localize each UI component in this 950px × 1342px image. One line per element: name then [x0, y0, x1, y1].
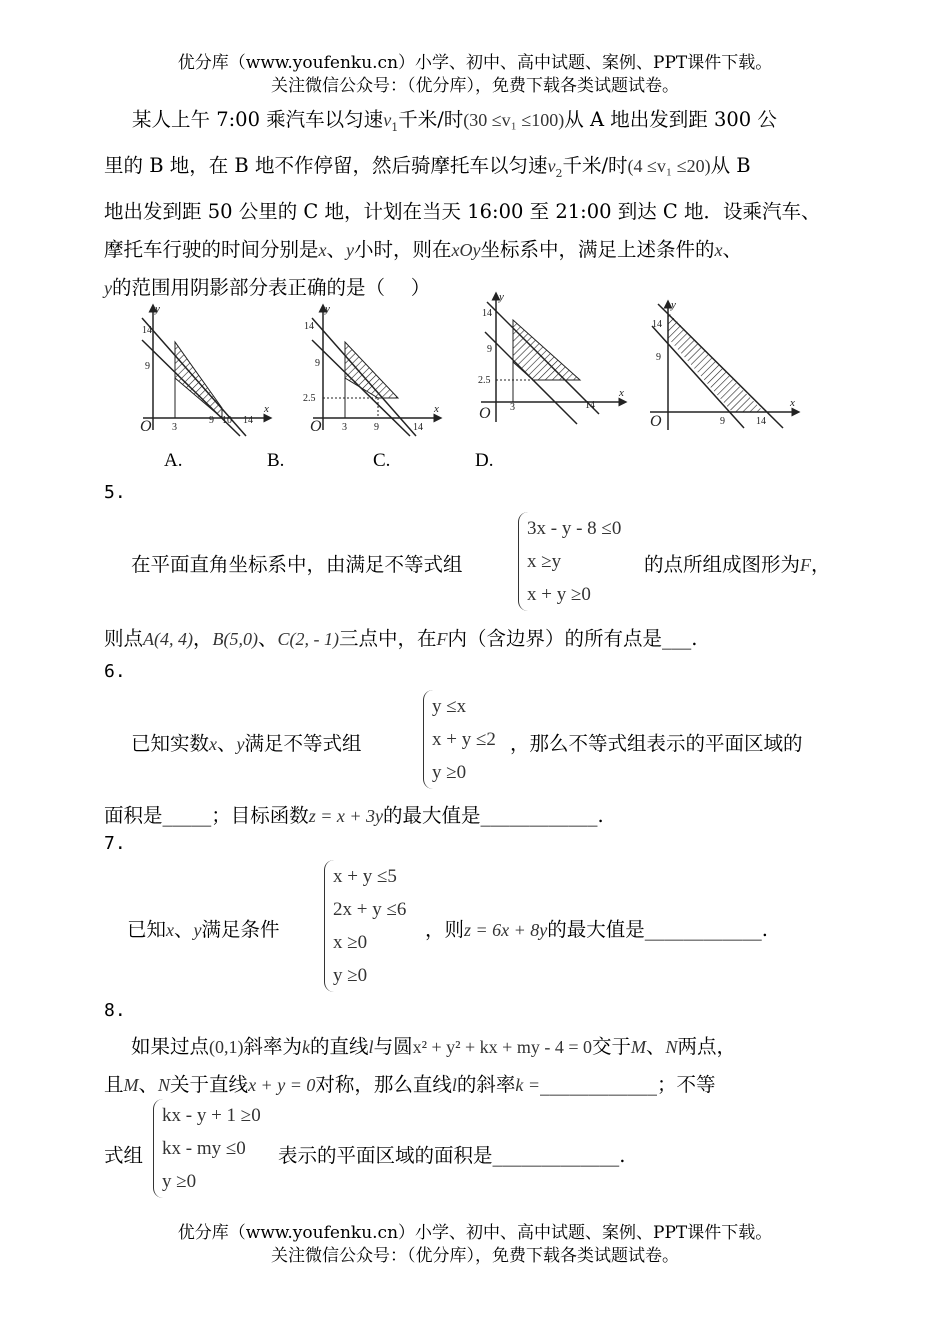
q6-text: 的最大值是____________.: [383, 804, 604, 827]
xoy-symbol: xOy: [451, 239, 481, 260]
y-symbol: y: [193, 920, 202, 940]
x-symbol: x: [209, 734, 218, 754]
q6-line-2: [104, 800, 604, 828]
circle-equation: x² + y² + kx + my - 4 = 0: [412, 1037, 592, 1057]
q7-text: ，则: [425, 918, 465, 941]
tick-label: 2.5: [303, 393, 316, 404]
q8-text: 与圆: [373, 1035, 413, 1058]
point-a: A(4, 4): [143, 629, 193, 649]
q6-text-a: 已知实数x、y满足不等式组: [131, 732, 362, 755]
q7-text: 已知: [127, 918, 167, 941]
inequality: 3x - y - 8 ≤0: [527, 518, 622, 539]
q5-text: 三点中，在: [339, 627, 437, 650]
q8-text: 对称，那么直线: [315, 1073, 452, 1096]
inequality: x + y ≥0: [527, 584, 591, 605]
point: (0,1): [209, 1037, 244, 1057]
q6-number: 6.: [104, 661, 126, 682]
k-equals: k =: [515, 1075, 541, 1095]
q5-text: 的点所组成图形为: [644, 553, 801, 576]
option-d-label[interactable]: D.: [475, 450, 494, 471]
inequality: x + y ≤2: [432, 729, 496, 750]
q5-text-a: 在平面直角坐标系中，由满足不等式组: [131, 553, 463, 576]
option-c-label[interactable]: C.: [373, 450, 391, 471]
point-n: N: [665, 1037, 678, 1057]
tick-label: 2.5: [478, 375, 491, 386]
objective-function: z = x + 3y: [308, 806, 384, 826]
q4-text: 从 A 地出发到距 300 公: [564, 108, 777, 131]
q5-line-2: 则点A(4, 4)，B(5,0)、C(2, - 1)三点中，在F内（含边界）的所有点是___.: [104, 627, 698, 650]
origin-label: O: [140, 418, 152, 435]
q6-inequality-system: [423, 690, 496, 789]
tick-label: 10: [222, 415, 232, 426]
tick-label: 14: [756, 416, 766, 427]
q8-text: 两点，: [677, 1035, 737, 1058]
q4-text: 某人上午 7:00 乘汽车以匀速: [132, 108, 384, 131]
graph-d: [650, 299, 796, 430]
x-symbol: x: [714, 239, 723, 260]
q7-text-a: 已知x、y满足条件: [127, 918, 280, 941]
q4-text: 里的 B 地，在 B 地不作停留，然后骑摩托车以匀速: [104, 153, 548, 177]
inequality: kx - y + 1 ≥0: [162, 1105, 261, 1126]
graph-a: [140, 303, 269, 436]
tick-label: 9: [656, 352, 661, 363]
q7-text: 的最大值是____________.: [547, 918, 768, 941]
point-m: M: [631, 1037, 646, 1057]
tick-label: 9: [209, 415, 214, 426]
objective-function: z = 6x + 8y: [464, 920, 548, 940]
q6-text: 面积是_____；目标函数: [104, 804, 309, 827]
inequality: 2x + y ≤6: [333, 899, 407, 920]
v1-constraint: (30 ≤v₁ ≤100): [463, 110, 565, 130]
set-f: F: [436, 629, 448, 649]
point-m: M: [123, 1075, 139, 1095]
graph-b: [303, 303, 439, 436]
option-a-label[interactable]: A.: [164, 450, 183, 471]
y-symbol: y: [346, 239, 355, 260]
q5-text: 则点: [104, 627, 144, 650]
inequality: x ≥0: [333, 932, 368, 953]
question-4: 某人上午 7:00 乘汽车以匀速$v_1$千米/时(30 ≤v₁ ≤100)从 A 地出发到距 300 公 里的 B 地，在 B 地不作停留，然后骑摩托车以匀速$v_2$千米/时(4 ≤v₁ ≤20)从 B 地出发到距 50 公里的 C 地，计划在当天 16:00 至 21:00 到达 C 地．设乘汽车、 摩托车行驶的时间分别是x、y小时，则在xOy坐标系中，满足上述条件的x、 y的范围用阴影部分表正确的是（ ）: [104, 108, 821, 299]
inequality: y ≥0: [333, 965, 368, 986]
q5-number: 5.: [104, 482, 126, 503]
separator: 、: [326, 237, 347, 261]
q6-text: 已知实数: [131, 732, 210, 755]
point-n: N: [158, 1075, 171, 1095]
symmetry-line: x + y = 0: [248, 1075, 316, 1095]
q4-text: 千米/时: [562, 153, 628, 177]
q8-text: 关于直线: [170, 1073, 249, 1096]
tick-label: 14: [585, 400, 595, 411]
q4-text: 地出发到距 50 公里的 C 地，计划在当天 16:00 至 21:00 到达 C 地．设乘汽车、: [104, 199, 821, 223]
point-c: C(2, - 1): [277, 629, 340, 649]
inequality: x ≥y: [527, 551, 562, 572]
origin-label: O: [479, 405, 491, 422]
footer-line-1: 优分库（www.youfenku.cn）小学、初中、高中试题、案例、PPT课件下载。: [177, 1223, 773, 1243]
tick-label: 9: [315, 358, 320, 369]
q5-inequality-system: [518, 512, 621, 611]
q7-text-b: [425, 914, 768, 942]
q7-text: 满足条件: [201, 918, 280, 941]
inequality: y ≥0: [432, 762, 467, 783]
inequality: y ≤x: [432, 696, 467, 717]
q4-text: 千米/时: [398, 108, 464, 131]
axis-label-y: y: [325, 303, 330, 315]
q4-text: 坐标系中，满足上述条件的: [480, 237, 715, 261]
q8-text: 且: [104, 1073, 124, 1096]
q4-text: 摩托车行驶的时间分别是: [104, 237, 319, 261]
inequality: kx - my ≤0: [162, 1138, 246, 1159]
tick-label: 3: [510, 402, 515, 413]
axis-label-x: x: [434, 403, 439, 415]
inequality: y ≥0: [162, 1171, 197, 1192]
y-symbol: y: [104, 277, 112, 298]
tick-label: 14: [652, 319, 662, 330]
q5-text-b: [644, 549, 831, 577]
q4-text: 小时，则在: [354, 237, 452, 261]
q8-text-b: 表示的平面区域的面积是_____________.: [278, 1144, 626, 1167]
q8-number: 8.: [104, 1000, 126, 1021]
option-graphs: [128, 290, 808, 440]
q8-text: 斜率为: [243, 1035, 303, 1058]
q8-text: ____________；不等: [540, 1073, 716, 1096]
tick-label: 9: [720, 416, 725, 427]
x-symbol: x: [318, 239, 327, 260]
q7-number: 7.: [104, 833, 126, 854]
tick-label: 9: [374, 422, 379, 433]
q6-text-c: ，那么不等式组表示的平面区域的: [510, 732, 803, 755]
tick-label: 9: [145, 361, 150, 372]
option-b-label[interactable]: B.: [267, 450, 285, 471]
v2-symbol: v: [547, 155, 556, 176]
q8-line-1: 如果过点(0,1)斜率为k的直线l与圆x² + y² + kx + my - 4 = 0交于M、N两点，: [131, 1035, 737, 1058]
graph-c: [478, 291, 624, 424]
axis-label-x: x: [619, 387, 624, 399]
separator: 、: [722, 237, 743, 261]
q4-text: 从 B: [710, 153, 751, 177]
axis-label-x: x: [264, 403, 269, 415]
q8-text: 的直线: [310, 1035, 369, 1058]
tick-label: 14: [304, 321, 314, 332]
tick-label: 14: [243, 415, 253, 426]
q4-text: 的范围用阴影部分表正确的是（ ）: [112, 275, 431, 299]
q5-text: 内（含边界）的所有点是___.: [447, 627, 698, 650]
q8-text-a: 式组: [104, 1144, 144, 1167]
q8-line-2: 且M、N关于直线x + y = 0对称，那么直线l的斜率k =____________；不等: [104, 1073, 716, 1096]
footer-line-2: 关注微信公众号：（优分库），免费下载各类试题试卷。: [271, 1246, 679, 1266]
q8-inequality-system: [153, 1099, 261, 1198]
k-symbol: k: [302, 1037, 311, 1057]
x-symbol: x: [166, 920, 175, 940]
axis-label-x: x: [790, 397, 795, 409]
separator: ，: [811, 553, 831, 576]
tick-label: 14: [413, 422, 423, 433]
l-symbol: l: [368, 1037, 374, 1057]
v2-constraint: (4 ≤v₁ ≤20): [627, 155, 711, 176]
y-symbol: y: [236, 734, 245, 754]
q7-inequality-system: [324, 860, 406, 992]
q8-text: 交于: [591, 1035, 631, 1058]
inequality: x + y ≤5: [333, 866, 397, 887]
l-symbol: l: [451, 1075, 457, 1095]
origin-label: O: [310, 418, 322, 435]
tick-label: 9: [487, 344, 492, 355]
header-line-1: 优分库（www.youfenku.cn）小学、初中、高中试题、案例、PPT课件下载。: [177, 53, 773, 73]
tick-label: 3: [172, 422, 177, 433]
q8-text: 如果过点: [131, 1035, 210, 1058]
axis-label-y: y: [671, 299, 676, 311]
tick-label: 14: [142, 325, 152, 336]
tick-label: 3: [342, 422, 347, 433]
q6-text: 满足不等式组: [244, 732, 362, 755]
v1-symbol: v: [383, 110, 392, 130]
q8-text: 的斜率: [456, 1073, 516, 1096]
origin-label: O: [650, 413, 662, 430]
axis-label-y: y: [155, 303, 160, 315]
set-f: F: [800, 555, 812, 575]
point-b: B(5,0): [212, 629, 258, 649]
tick-label: 14: [482, 308, 492, 319]
axis-label-y: y: [499, 291, 504, 303]
header-line-2: 关注微信公众号：（优分库），免费下载各类试题试卷。: [271, 76, 679, 96]
